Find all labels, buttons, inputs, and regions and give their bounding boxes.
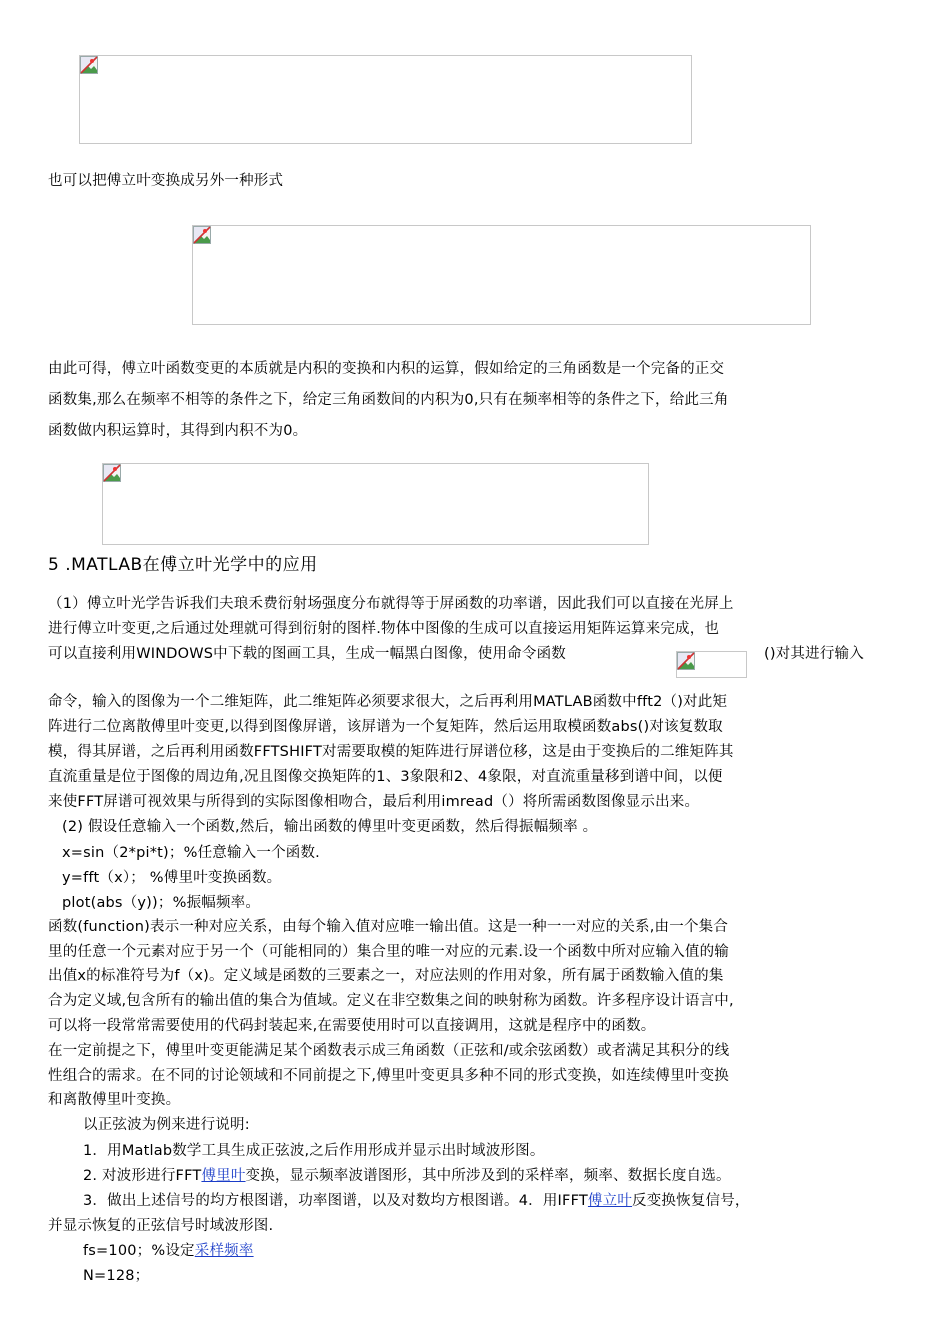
text-line: 直流重量是位于图像的周边角,况且图像交换矩阵的1、3象限和2、4象限，对直流重量移到谱中间，以便 (48, 769, 723, 785)
text-line: （1）傅立叶光学告诉我们夫琅禾费衍射场强度分布就得等于屏函数的功率谱，因此我们可以直接在光屏上 (48, 596, 734, 612)
list-item-text: 3．做出上述信号的均方根图谱，功率图谱，以及对数均方根图谱。4．用IFFT (83, 1193, 588, 1209)
text-line: 出值x的标准符号为f（x)。定义域是函数的三要素之一，对应法则的作用对象，所有属于函数输入值的集 (48, 968, 724, 984)
list-item-text: 变换，显示频率波谱图形，其中所涉及到的采样率，频率、数据长度自选。 (245, 1168, 731, 1184)
text-line: 可以直接利用WINDOWS中下载的图画工具，生成一幅黑白图像，使用命令函数 (48, 646, 566, 662)
text-line: 并显示恢复的正弦信号时域波形图. (48, 1218, 274, 1234)
text-line: 来使FFT屏谱可视效果与所得到的实际图像相吻合，最后利用imread（）将所需函数图像显示出来。 (48, 794, 700, 810)
list-item: 1．用Matlab数学工具生成正弦波,之后作用形成并显示出时域波形图。 (83, 1143, 545, 1159)
code-line: plot(abs（y))；%振幅频率。 (62, 895, 261, 911)
code-line (83, 1239, 254, 1263)
broken-image-icon (80, 56, 98, 74)
text-line: 进行傅立叶变更,之后通过处理就可得到衍射的图样.物体中图像的生成可以直接运用矩阵运算来完成，也 (48, 621, 720, 637)
list-item (83, 1164, 731, 1188)
code-line: y=fft（x）； %傅里叶变换函数。 (62, 870, 282, 886)
text-line: 以正弦波为例来进行说明: (83, 1117, 250, 1133)
section-title: 5 .MATLAB在傅立叶光学中的应用 (48, 555, 318, 575)
list-item (83, 1189, 750, 1213)
code-line: x=sin（2*pi*t)；%任意输入一个函数. (62, 845, 320, 861)
text-line: 阵进行二位离散傅里叶变更,以得到图像屏谱，该屏谱为一个复矩阵，然后运用取模函数abs()对该复数取 (48, 719, 723, 735)
text-line: ()对其进行输入 (764, 646, 864, 662)
link-fourier-inverse[interactable]: 傅立叶 (587, 1193, 633, 1209)
text-line: 和离散傅里叶变换。 (48, 1092, 181, 1108)
broken-image-icon (677, 652, 695, 670)
text-line: 可以将一段常常需要使用的代码封装起来,在需要使用时可以直接调用，这就是程序中的函数。 (48, 1018, 656, 1034)
text-line: 由此可得，傅立叶函数变更的本质就是内积的变换和内积的运算，假如给定的三角函数是一个完备的正交 (48, 361, 725, 377)
text-line: 命令，输入的图像为一个二维矩阵，此二维矩阵必须要求很大，之后再利用MATLAB函数中fft2（)对此矩 (48, 694, 728, 710)
link-fourier[interactable]: 傅里叶 (201, 1168, 246, 1184)
list-item-text: 2. 对波形进行FFT (83, 1168, 202, 1184)
list-item-text: 反变换恢复信号， (632, 1193, 750, 1209)
code-line: N=128； (83, 1268, 150, 1284)
text-line: 里的任意一个元素对应于另一个（可能相同的）集合里的唯一对应的元素.设一个函数中所对应输入值的输 (48, 944, 730, 960)
broken-image-icon (193, 226, 211, 244)
code-text: fs=100；%设定 (83, 1243, 195, 1259)
text-line: 模，得其屏谱，之后再利用函数FFTSHIFT对需要取模的矩阵进行屏谱位移，这是由于变换后的二维矩阵其 (48, 744, 734, 760)
inline-formula-image (676, 651, 747, 678)
formula-image-3 (102, 463, 649, 545)
text-line: (2) 假设任意输入一个函数,然后，输出函数的傅里叶变更函数，然后得振幅频率 。 (62, 819, 598, 835)
text-line: 合为定义域,包含所有的输出值的集合为值域。定义在非空数集之间的映射称为函数。许多程序设计语言中, (48, 993, 734, 1009)
text-line: 在一定前提之下，傅里叶变更能满足某个函数表示成三角函数（正弦和/或余弦函数）或者满足其积分的线 (48, 1043, 730, 1059)
text-line: 函数做内积运算时，其得到内积不为0。 (48, 423, 308, 439)
formula-image-1 (79, 55, 692, 144)
text-line: 函数集,那么在频率不相等的条件之下，给定三角函数间的内积为0,只有在频率相等的条件之下，给此三角 (48, 392, 729, 408)
broken-image-icon (103, 464, 121, 482)
text-line: 也可以把傅立叶变换成另外一种形式 (48, 173, 284, 189)
link-sampling-frequency[interactable]: 采样频率 (194, 1243, 254, 1259)
formula-image-2 (192, 225, 811, 325)
text-line: 函数(function)表示一种对应关系，由每个输入值对应唯一输出值。这是一种一一对应的关系,由一个集合 (48, 919, 729, 935)
text-line: 性组合的需求。在不同的讨论领域和不同前提之下,傅里叶变更具多种不同的形式变换，如连续傅里叶变换 (48, 1068, 730, 1084)
